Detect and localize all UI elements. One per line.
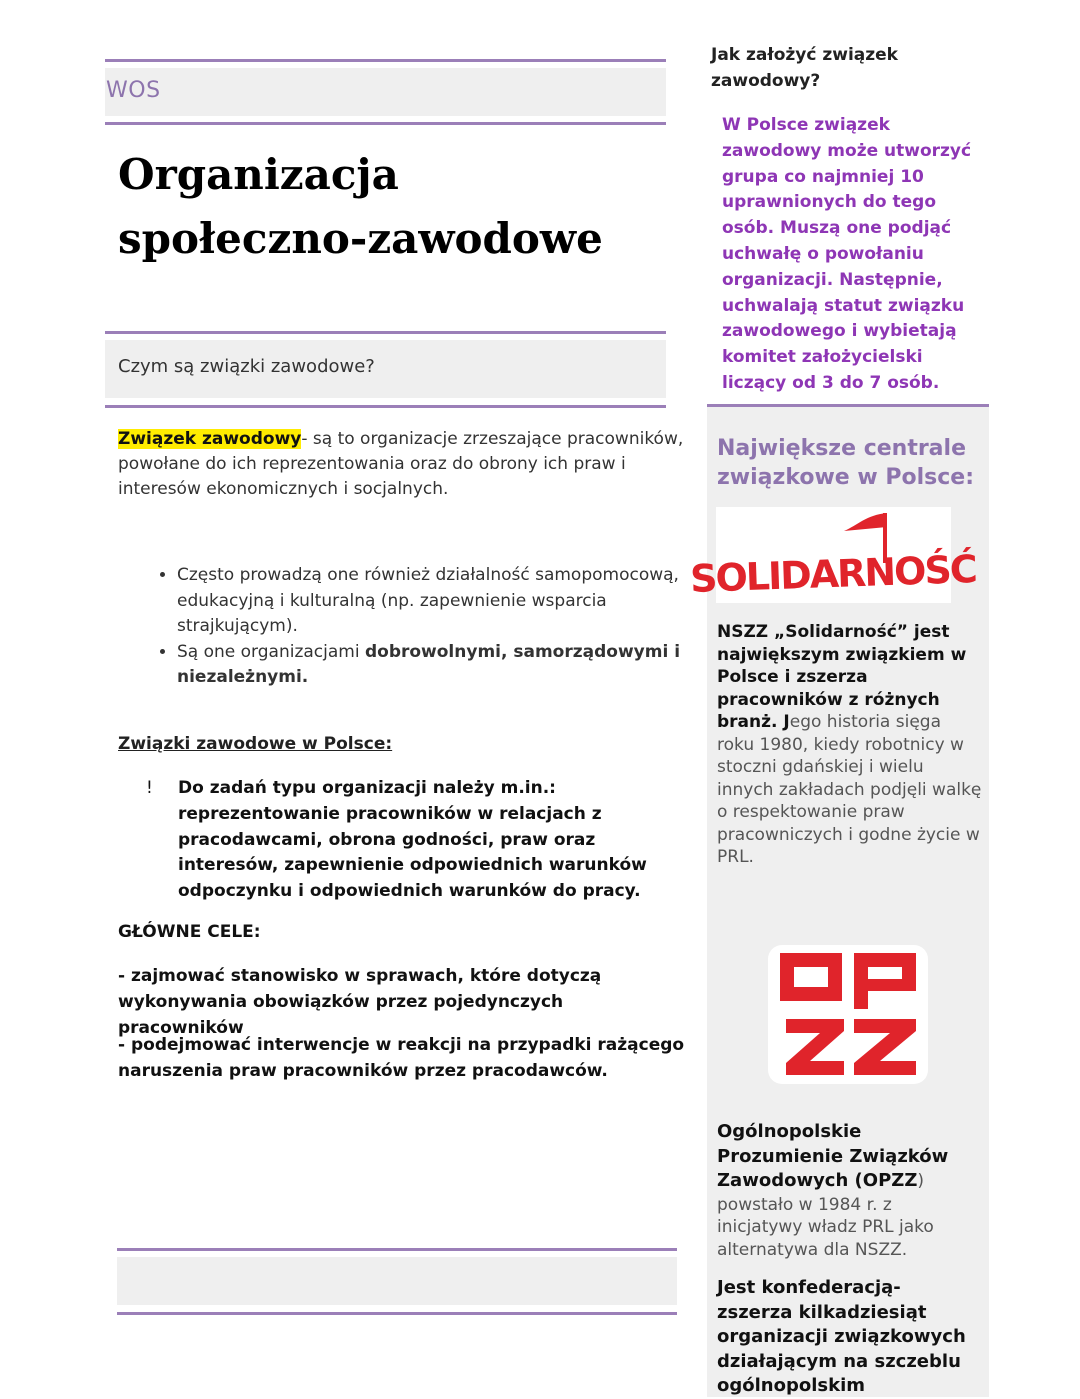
subject-label: WOS [106,78,161,103]
header-band [105,68,666,116]
question-rule-bottom [105,405,666,408]
tasks-text: Do zadań typu organizacji należy m.in.: reprezentowanie pracowników w relacjach z pracodawcami, obrona godności, praw oraz interesów, zapewnienie odpowiednich warunków odpoczynku i odpowiednich warunków do pracy. [178,778,647,902]
footer-band [117,1257,677,1305]
list-item-bold: dobrowolnymi, samorządowymi i niezależnymi. [177,641,681,687]
centrale-heading: Największe centrale związkowe w Polsce: [717,436,974,490]
question-rule-top [105,331,666,334]
unions-heading: Związki zawodowe w Polsce: [118,734,393,754]
goal-item: - zajmować stanowisko w sprawach, które dotyczą wykonywania obowiązków przez pojedynczych pracowników [118,966,602,1038]
feature-list [140,563,722,691]
list-item: • Są one organizacjami dobrowolnymi, samorządowymi i niezależnymi. [177,640,722,691]
opzz-description: Ogólnopolskie Prozumienie Związków Zawodowych (OPZZ) powstało w 1984 r. z inicjatywy władz PRL jako alternatywa dla NSZZ. [717,1121,949,1260]
opzz-logo [766,943,930,1086]
goals-heading: GŁÓWNE CELE: [118,922,261,942]
tasks-paragraph [146,776,691,905]
opzz-logo-text: OPZZ [846,1083,850,1084]
section-question: Czym są związki zawodowe? [118,356,375,377]
footer-rule-top [117,1248,677,1251]
nszz-description: NSZZ „Solidarność” jest największym związkiem w Polsce i zszerza pracowników z różnych branż. Jego historia sięga roku 1980, kiedy robotnicy w stoczni gdańskiej i wielu innych zakładach podjęli walkę o respektowanie praw pracowniczych i godne życie w PRL. [717,622,982,867]
confederation-text: Jest konfederacją- zszerza kilkadziesiąt organizacji związkowych działającym na szczeblu ogólnopolskim [717,1277,966,1396]
solidarnosc-logo-graphic [689,507,977,603]
goal-item: - podejmować interwencje w reakcji na przypadki rażącego naruszenia praw pracowników przez pracodawców. [118,1035,685,1081]
definition-text: - są to organizacje zrzeszające pracowników, powołane do ich reprezentowania oraz do obrony ich praw i interesów ekonomicznych i socjalnych. [118,429,684,499]
opzz-logo-graphic [766,943,930,1086]
definition-paragraph [118,427,693,502]
sidebar-question: Jak założyć związek zawodowy? [711,45,898,91]
header-rule-bottom [105,122,666,125]
page-title: Organizacja społeczno-zawodowe [118,150,603,263]
exclamation-mark-icon: ! [146,778,153,798]
solidarnosc-logo-text: SOLIDARNOŚĆ [689,547,977,601]
sidebar-answer: W Polsce związek zawodowy może utworzyć grupa co najmniej 10 uprawnionych do tego osób. Muszą one podjąć uchwałę o powołaniu organizacji. Następnie, uchwalają statut związku zawodowego i wybietają komitet założycielski liczący od 3 do 7 osób. [722,115,972,393]
definition-term: Związek zawodowy [118,429,302,449]
solidarnosc-logo [689,507,977,603]
list-item: • Często prowadzą one również działalność samopomocową, edukacyjną i kulturalną (np. zapewnienie wsparcia strajkującym). [177,563,722,640]
header-rule-top [105,59,666,62]
footer-rule-bottom [117,1312,677,1315]
